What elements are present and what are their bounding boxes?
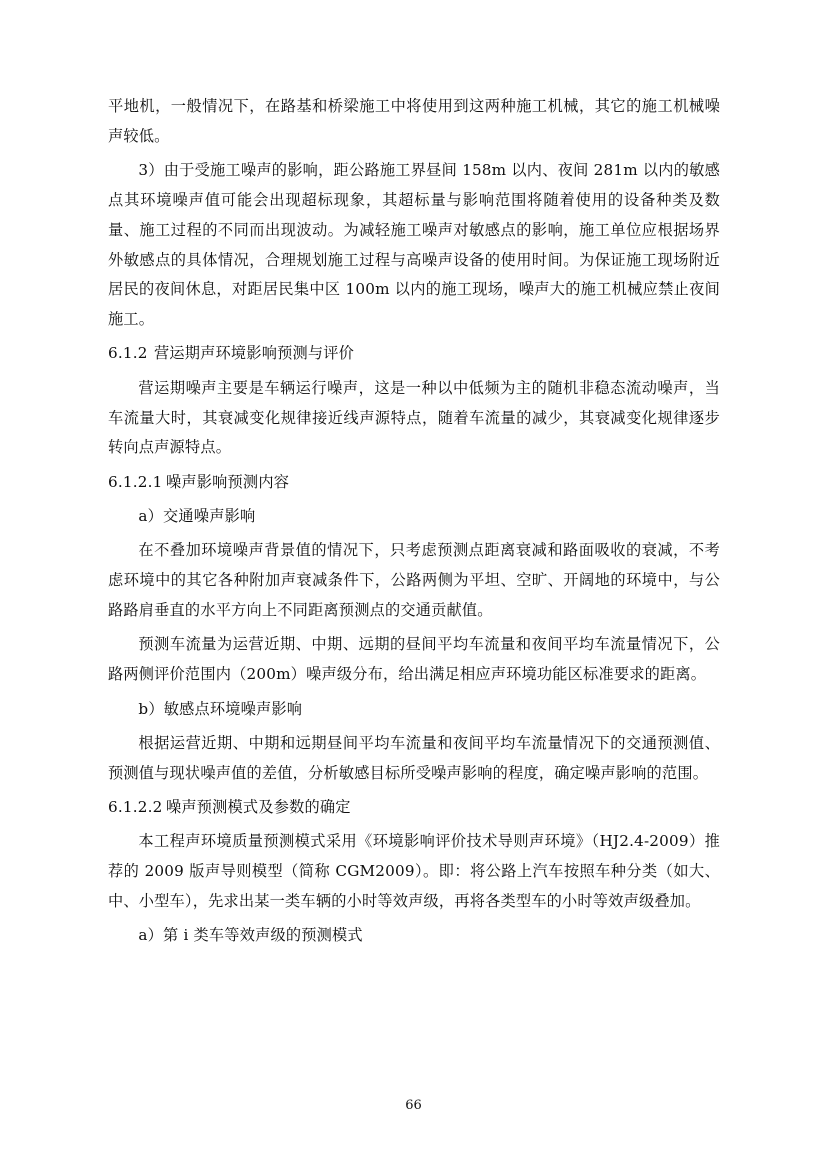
page-number: 66 bbox=[405, 1098, 422, 1113]
paragraph-predicted-traffic-volume: 预测车流量为运营近期、中期、远期的昼间平均车流量和夜间平均车流量情况下，公路两侧评价范围内（200m）噪声级分布，给出满足相应声环境功能区标准要求的距离。 bbox=[108, 635, 720, 684]
paragraph-operation-noise-character: 营运期噪声主要是车辆运行噪声，这是一种以中低频为主的随机非稳态流动噪声，当车流量大时，其衰减变化规律接近线声源特点，随着车流量的减少，其衰减变化规律逐步转向点声源特点。 bbox=[108, 378, 720, 457]
paragraph-item-a-class-i-model: a）第 i 类车等效声级的预测模式 bbox=[138, 926, 363, 945]
paragraph-grader-machinery: 平地机，一般情况下，在路基和桥梁施工中将使用到这两种施工机械，其它的施工机械噪声较低。 bbox=[108, 97, 720, 145]
heading-6-1-2-1 bbox=[108, 468, 720, 498]
paragraph-item-b-sensitive-point: b）敏感点环境噪声影响 bbox=[138, 699, 303, 718]
heading-number: 6.1.2 bbox=[108, 344, 148, 363]
heading-text: 噪声影响预测内容 bbox=[166, 472, 290, 491]
paragraph-item-a-traffic-noise: a）交通噪声影响 bbox=[138, 507, 256, 526]
paragraph-construction-noise-impact: 3）由于受施工噪声的影响，距公路施工界昼间 158m 以内、夜间 281m 以内的敏感点其环境噪声值可能会出现超标现象，其超标量与影响范围将随着使用的设备种类及数量、施工过程的不同而出现波动。为减轻施工噪声对敏感点的影响，施工单位应根据场界外敏感点的具体情况，合理规划施工过程与高噪声设备的使用时间。为保证施工现场附近居民的夜间休息，对距居民集中区 100m 以内的施工现场，噪声大的施工机械应禁止夜间施工。 bbox=[108, 161, 720, 329]
paragraph-prediction-model: 本工程声环境质量预测模式采用《环境影响评价技术导则声环境》（HJ2.4-2009）推荐的 2009 版声导则模型（简称 CGM2009）。即：将公路上汽车按照车种分类（如大、中、小型车），先求出某一类车辆的小时等效声级，再将各类型车的小时等效声级叠加。 bbox=[108, 832, 720, 910]
paragraph-traffic-noise-contribution: 在不叠加环境噪声背景值的情况下，只考虑预测点距离衰减和路面吸收的衰减，不考虑环境中的其它各种附加声衰减条件下，公路两侧为平坦、空旷、开阔地的环境中，与公路路肩垂直的水平方向上不同距离预测点的交通贡献值。 bbox=[108, 541, 720, 620]
heading-number: 6.1.2.1 bbox=[108, 472, 163, 491]
page-content bbox=[108, 92, 720, 956]
heading-6-1-2 bbox=[108, 339, 720, 369]
heading-number: 6.1.2.2 bbox=[108, 798, 163, 816]
paragraph-sensitive-point-analysis: 根据运营近期、中期和远期昼间平均车流量和夜间平均车流量情况下的交通预测值、预测值与现状噪声值的差值，分析敏感目标所受噪声影响的程度，确定噪声影响的范围。 bbox=[108, 733, 720, 782]
heading-text: 营运期声环境影响预测与评价 bbox=[154, 344, 355, 363]
heading-6-1-2-2 bbox=[108, 793, 720, 823]
heading-text: 噪声预测模式及参数的确定 bbox=[166, 798, 351, 816]
